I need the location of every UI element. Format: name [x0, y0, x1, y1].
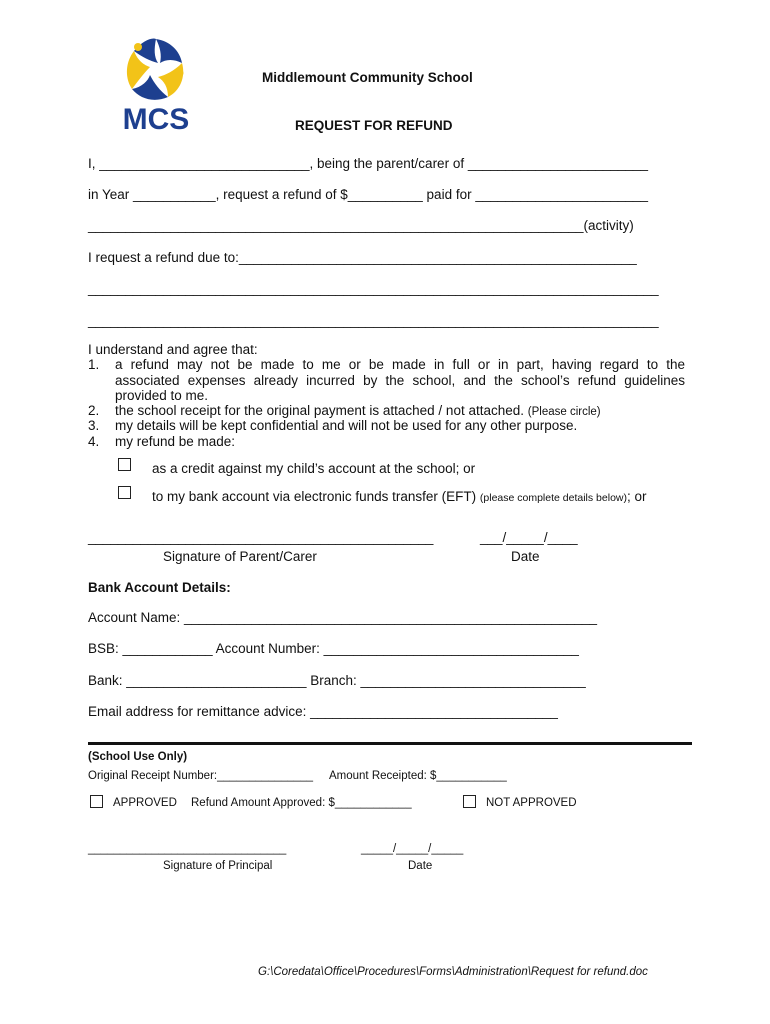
- approved-checkbox[interactable]: [90, 795, 103, 810]
- principal-date-label: Date: [408, 860, 433, 872]
- parent-signature-line[interactable]: ______________________________________________: [88, 530, 434, 545]
- agreement-item-4: my refund be made:: [115, 434, 236, 449]
- agreement-item-2: [115, 403, 601, 418]
- list-number: 3.: [88, 418, 100, 433]
- not-approved-label: NOT APPROVED: [486, 797, 577, 809]
- parent-date-line[interactable]: ___/_____/____: [480, 530, 578, 545]
- agreement-item-2-text: the school receipt for the original payment is attached / not attached.: [115, 403, 524, 418]
- agreement-item-2-note: (Please circle): [527, 406, 601, 418]
- eft-option-end: ; or: [626, 489, 647, 504]
- not-approved-checkbox[interactable]: [463, 795, 476, 810]
- principal-date-line[interactable]: _____/_____/_____: [361, 843, 464, 855]
- eft-option-label: [152, 489, 647, 504]
- section-divider: [88, 742, 692, 745]
- amount-receipted-field[interactable]: Amount Receipted: $___________: [329, 770, 507, 782]
- agreement-intro: I understand and agree that:: [88, 342, 258, 357]
- list-number: 4.: [88, 434, 100, 449]
- agreement-item-1-line3: provided to me.: [115, 388, 209, 403]
- reason-line[interactable]: I request a refund due to:_____________________________________________________: [88, 250, 637, 265]
- parent-date-label: Date: [511, 549, 540, 564]
- agreement-item-1-line2: associated expenses already incurred by the school, and the school’s refund guidelines: [115, 373, 685, 388]
- email-remittance-field[interactable]: Email address for remittance advice: _________________________________: [88, 704, 558, 719]
- parent-name-line[interactable]: I, ____________________________, being the parent/carer of ________________________: [88, 156, 649, 171]
- reason-blank-line[interactable]: ____________________________________________________________________________: [88, 281, 659, 296]
- reason-blank-line[interactable]: ____________________________________________________________________________: [88, 313, 659, 328]
- logo-text: MCS: [122, 103, 190, 133]
- parent-signature-label: Signature of Parent/Carer: [163, 549, 317, 564]
- mcs-star-emblem: [116, 33, 196, 133]
- principal-signature-label: Signature of Principal: [163, 860, 273, 872]
- activity-line[interactable]: __________________________________________________________________(activity): [88, 218, 634, 233]
- credit-option-label: as a credit against my child’s account at the school; or: [152, 461, 476, 476]
- school-logo: [116, 33, 196, 133]
- refund-amount-approved-field[interactable]: Refund Amount Approved: $____________: [191, 797, 412, 809]
- credit-option-checkbox[interactable]: [118, 458, 131, 473]
- principal-signature-line[interactable]: _______________________________: [88, 843, 287, 855]
- form-title: REQUEST FOR REFUND: [295, 118, 453, 133]
- school-name: Middlemount Community School: [262, 70, 473, 85]
- bank-details-heading: Bank Account Details:: [88, 580, 231, 595]
- eft-option-text: to my bank account via electronic funds transfer (EFT): [152, 489, 477, 504]
- bsb-account-number-field[interactable]: BSB: ____________ Account Number: __________________________________: [88, 641, 579, 656]
- receipt-number-field[interactable]: Original Receipt Number:_______________: [88, 770, 314, 782]
- agreement-item-1-line1: a refund may not be made to me or be made in full or in part, having regard to the: [115, 357, 685, 372]
- agreement-item-3: my details will be kept confidential and will not be used for any other purpose.: [115, 418, 578, 433]
- approved-label: APPROVED: [113, 797, 177, 809]
- eft-option-note: (please complete details below): [479, 492, 627, 504]
- bank-branch-field[interactable]: Bank: ________________________ Branch: ______________________________: [88, 673, 586, 688]
- document-path-footer: G:\Coredata\Office\Procedures\Forms\Administration\Request for refund.doc: [258, 966, 648, 978]
- eft-option-checkbox[interactable]: [118, 486, 131, 501]
- list-number: 2.: [88, 403, 100, 418]
- year-amount-line[interactable]: in Year ___________, request a refund of $__________ paid for _______________________: [88, 187, 649, 202]
- list-number: 1.: [88, 357, 100, 372]
- account-name-field[interactable]: Account Name: _______________________________________________________: [88, 610, 597, 625]
- school-use-heading: (School Use Only): [88, 751, 188, 763]
